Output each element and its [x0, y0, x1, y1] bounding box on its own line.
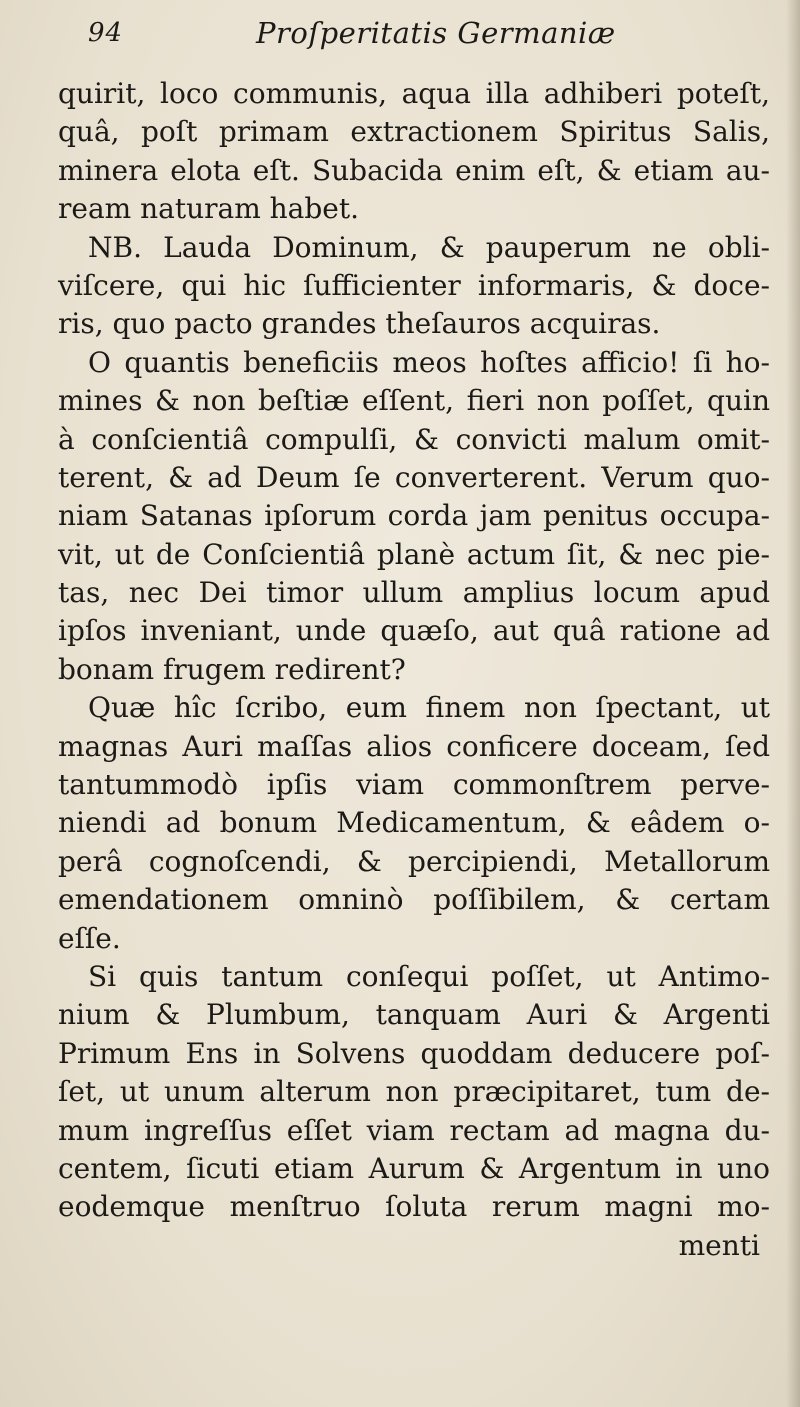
running-title: Proſperitatis Germaniæ: [256, 16, 616, 50]
text-line: eodemque menſtruo ſoluta rerum magni mo-: [58, 1190, 770, 1224]
text-line: terent, & ad Deum ſe converterent. Verum quo-: [58, 460, 770, 494]
text-line: ris, quo pacto grandes theſauros acquiras.: [58, 307, 661, 341]
text-line: Primum Ens in Solvens quoddam deducere poſ-: [58, 1036, 770, 1070]
text-line: quirit, loco communis, aqua illa adhiberi poteſt,: [58, 77, 770, 110]
text-line: emendationem omninò poſſibilem, & certam: [58, 883, 770, 917]
body-text: [58, 75, 770, 1265]
text-line: niendi ad bonum Medicamentum, & eâdem o-: [58, 806, 770, 840]
text-line: centem, ſicuti etiam Aurum & Argentum in uno: [58, 1151, 770, 1185]
paragraph-first-line: NB. Lauda Dominum, & pauperum ne obli-: [88, 230, 770, 264]
text-line: perâ cognoſcendi, & percipiendi, Metallorum: [58, 844, 770, 878]
text-line: viſcere, qui hic ſufficienter informaris, & doce-: [58, 268, 770, 302]
text-line: mum ingreſſus eſſet viam rectam ad magna du-: [58, 1113, 770, 1147]
text-line: minera elota eſt. Subacida enim eſt, & etiam au-: [58, 153, 770, 187]
text-line: ream naturam habet.: [58, 192, 360, 226]
text-line: tas, nec Dei timor ullum amplius locum apud: [58, 576, 770, 610]
paragraph-first-line: O quantis beneficiis meos hoſtes afficio! ſi ho-: [88, 345, 770, 379]
text-line: ipſos inveniant, unde quæſo, aut quâ ratione ad: [58, 614, 770, 648]
text-line: magnas Auri maſſas alios conficere doceam, ſed: [58, 729, 770, 763]
text-line: eſſe.: [58, 921, 121, 955]
text-line: nium & Plumbum, tanquam Auri & Argenti: [58, 998, 770, 1032]
text-line: mines & non beſtiæ eſſent, fieri non poſſet, quin: [58, 384, 770, 418]
page-number: 94: [88, 18, 124, 48]
page-edge-shadow: [786, 0, 800, 1407]
text-line: à conſcientiâ compulſi, & convicti malum omit-: [58, 422, 770, 456]
text-line: niam Satanas ipſorum corda jam penitus occupa-: [58, 499, 770, 533]
page-header: [88, 14, 778, 54]
paragraph-first-line: Si quis tantum conſequi poſſet, ut Antimo-: [88, 959, 770, 993]
text-line: vit, ut de Conſcientiâ planè actum ſit, & nec pie-: [58, 537, 770, 571]
text-line: ſet, ut unum alterum non præcipitaret, tum de-: [58, 1075, 770, 1109]
paragraph-first-line: Quæ hîc ſcribo, eum finem non ſpectant, ut: [88, 691, 770, 725]
text-line: tantummodò ipſis viam commonſtrem perve-: [58, 768, 770, 802]
text-line: quâ, poſt primam extractionem Spiritus Salis,: [58, 115, 770, 149]
catchword: menti: [678, 1228, 760, 1262]
text-line: bonam frugem redirent?: [58, 652, 406, 686]
